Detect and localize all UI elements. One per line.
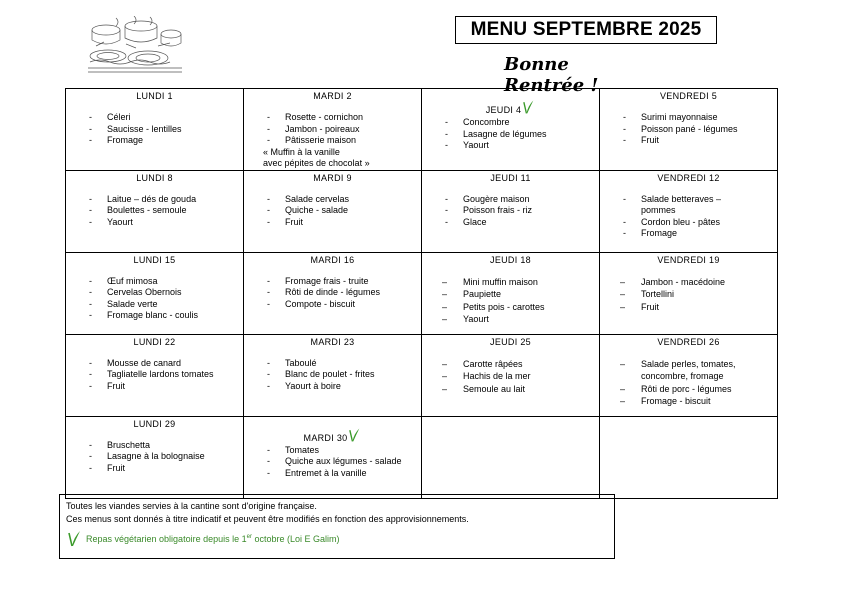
dish-item xyxy=(600,205,777,217)
dish-name: Poisson frais - riz xyxy=(463,205,533,215)
day-label-text: MARDI 9 xyxy=(313,172,352,183)
day-cell xyxy=(244,170,422,252)
dish-name: Tagliatelle lardons tomates xyxy=(107,369,214,379)
dish-item xyxy=(422,194,599,206)
dish-item xyxy=(600,135,777,147)
dish-item xyxy=(244,217,421,229)
dish-name: pommes xyxy=(641,205,676,215)
dish-name: Yaourt xyxy=(107,216,133,227)
note-veg-sup: er xyxy=(246,533,252,540)
dish-name: Mousse de canard xyxy=(107,357,182,368)
day-label-text: MARDI 23 xyxy=(310,336,355,347)
dish-list xyxy=(600,194,777,240)
day-label xyxy=(422,254,599,266)
vegetarian-leaf-icon xyxy=(68,529,82,547)
dish-bullet: - xyxy=(89,135,92,145)
day-cell xyxy=(600,170,778,252)
dish-list xyxy=(66,112,243,147)
dish-item xyxy=(244,456,421,468)
dish-item xyxy=(244,135,421,147)
dish-item xyxy=(66,124,243,136)
dish-item xyxy=(244,445,421,457)
dish-item xyxy=(66,194,243,206)
dish-name: Fromage blanc - coulis xyxy=(107,310,199,320)
dish-name: Mini muffin maison xyxy=(463,276,538,287)
dish-list xyxy=(244,194,421,229)
dish-list xyxy=(422,358,599,396)
dish-item xyxy=(244,124,421,136)
dish-item xyxy=(600,358,777,371)
dish-item xyxy=(66,112,243,124)
dish-name: Carotte râpées xyxy=(463,358,523,369)
dish-item xyxy=(66,299,243,311)
day-cell xyxy=(244,89,422,171)
dish-name: Fromage - biscuit xyxy=(641,396,711,406)
day-label-text: VENDREDI 26 xyxy=(657,336,720,347)
dish-name: Yaourt xyxy=(463,140,489,150)
dish-bullet: - xyxy=(267,369,270,379)
day-label-text: LUNDI 29 xyxy=(133,418,176,429)
dish-name: Quiche - salade xyxy=(285,205,349,215)
dish-item xyxy=(244,147,421,159)
dish-item xyxy=(422,117,599,129)
dish-bullet: – xyxy=(442,301,448,312)
dish-bullet: - xyxy=(89,298,92,309)
dish-item xyxy=(66,369,243,381)
dish-item xyxy=(422,217,599,229)
dish-name: Paupiette xyxy=(463,289,502,299)
day-label xyxy=(422,418,599,430)
day-cell xyxy=(600,89,778,171)
dish-name: Poisson pané - légumes xyxy=(641,123,738,134)
day-cell xyxy=(422,170,600,252)
dish-name: Céleri xyxy=(107,112,131,122)
dish-item xyxy=(422,301,599,314)
dish-list xyxy=(244,445,421,480)
dish-name: Fruit xyxy=(641,301,659,312)
day-label xyxy=(244,172,421,184)
note-vegetarian xyxy=(66,529,608,547)
dish-item xyxy=(66,381,243,393)
dish-list xyxy=(600,358,777,408)
dish-bullet: – xyxy=(442,314,448,324)
dish-bullet: - xyxy=(267,216,270,227)
day-label-text: LUNDI 22 xyxy=(133,336,176,347)
dish-item xyxy=(244,112,421,124)
dish-item xyxy=(244,468,421,480)
day-cell xyxy=(66,252,244,334)
dish-item xyxy=(422,205,599,217)
dish-item xyxy=(244,299,421,311)
dish-bullet: - xyxy=(89,357,92,368)
day-cell xyxy=(66,170,244,252)
dish-bullet: - xyxy=(267,287,270,297)
dish-item xyxy=(66,276,243,288)
note-veg-text: Repas végétarien obligatoire depuis le 1 xyxy=(86,533,247,544)
dish-name: Lasagne à la bolognaise xyxy=(107,451,205,461)
dish-name: Salade cervelas xyxy=(285,193,350,204)
dish-bullet: - xyxy=(267,112,270,122)
dish-item xyxy=(66,135,243,147)
dish-name: Salade betteraves – xyxy=(641,193,722,204)
dish-name: Fruit xyxy=(107,462,125,473)
dish-bullet: – xyxy=(620,301,626,312)
day-label xyxy=(244,90,421,102)
dish-name: Saucisse - lentilles xyxy=(107,123,182,134)
dish-item xyxy=(66,310,243,322)
day-label-text: JEUDI 11 xyxy=(490,172,531,183)
day-cell xyxy=(600,416,778,498)
dish-item xyxy=(422,358,599,371)
dish-bullet: – xyxy=(442,276,448,287)
day-label-text: JEUDI 18 xyxy=(490,254,531,265)
dish-name: Jambon - macédoine xyxy=(641,276,726,287)
dish-name: Blanc de poulet - frites xyxy=(285,369,375,379)
day-label xyxy=(244,426,421,443)
dish-bullet: - xyxy=(445,216,448,227)
dish-name: Cervelas Obernois xyxy=(107,287,182,297)
dish-name: Jambon - poireaux xyxy=(285,123,360,134)
dish-item xyxy=(244,381,421,393)
day-cell xyxy=(422,252,600,334)
dish-bullet: - xyxy=(267,380,270,391)
day-cell xyxy=(600,252,778,334)
day-cell xyxy=(244,416,422,498)
dish-list xyxy=(600,112,777,147)
week-row xyxy=(66,334,778,416)
week-row xyxy=(66,252,778,334)
dish-name: Pâtisserie maison xyxy=(285,135,357,145)
dish-item xyxy=(66,451,243,463)
dish-bullet: - xyxy=(89,275,92,286)
dish-bullet: – xyxy=(620,383,626,394)
dish-bullet: – xyxy=(442,358,448,369)
note-veg-text-end: octobre (Loi E Galim) xyxy=(251,533,340,544)
day-label-text: LUNDI 8 xyxy=(136,172,173,183)
dish-item xyxy=(244,369,421,381)
dish-name: Fromage xyxy=(641,228,678,238)
dish-name: Concombre xyxy=(463,117,510,127)
day-label xyxy=(66,90,243,102)
day-label-text: JEUDI 4 xyxy=(485,105,522,115)
day-label xyxy=(66,336,243,348)
dish-name: Hachis de la mer xyxy=(463,371,531,381)
day-label-text: VENDREDI 12 xyxy=(657,172,720,183)
day-label-text: MARDI 16 xyxy=(310,254,355,265)
dish-bullet: - xyxy=(267,467,270,478)
dish-item xyxy=(422,129,599,141)
note-disclaimer: Ces menus sont donnés à titre indicatif et peuvent être modifiés en fonction des approvisionnements. xyxy=(66,513,469,524)
day-label xyxy=(600,254,777,266)
day-label xyxy=(66,418,243,430)
dish-bullet: - xyxy=(623,193,626,204)
dish-bullet: - xyxy=(267,205,270,215)
dish-bullet: - xyxy=(267,193,270,204)
dish-name: Lasagne de légumes xyxy=(463,128,547,139)
dish-bullet: – xyxy=(620,289,626,299)
dish-bullet: - xyxy=(89,216,92,227)
menu-grid xyxy=(65,88,778,499)
dish-name: Tomates xyxy=(285,444,320,455)
dish-item xyxy=(244,205,421,217)
dish-item xyxy=(66,440,243,452)
dish-bullet: - xyxy=(623,112,626,122)
vegetarian-leaf-icon xyxy=(349,426,361,443)
day-label-text: VENDREDI 19 xyxy=(657,254,720,265)
week-row xyxy=(66,170,778,252)
dish-item xyxy=(244,287,421,299)
dish-item xyxy=(600,228,777,240)
day-cell xyxy=(244,252,422,334)
dish-item xyxy=(66,217,243,229)
dish-name: Tortellini xyxy=(641,289,675,299)
dish-bullet: - xyxy=(623,123,626,134)
dish-name: Fromage frais - truite xyxy=(285,275,369,286)
dish-item xyxy=(422,370,599,383)
day-label-text: LUNDI 1 xyxy=(136,91,173,101)
day-label-text: MARDI 30 xyxy=(303,432,348,443)
dish-item xyxy=(422,140,599,152)
week-row xyxy=(66,89,778,171)
day-cell xyxy=(600,334,778,416)
day-label-text: JEUDI 25 xyxy=(490,336,531,347)
day-cell xyxy=(244,334,422,416)
day-cell xyxy=(422,334,600,416)
dish-bullet: – xyxy=(442,371,448,381)
dish-name: Cordon bleu - pâtes xyxy=(641,216,721,227)
dish-item xyxy=(66,463,243,475)
dish-bullet: - xyxy=(89,310,92,320)
dish-item xyxy=(600,112,777,124)
dish-item xyxy=(66,358,243,370)
day-label xyxy=(422,98,599,115)
menu-title xyxy=(455,16,717,44)
dish-bullet: - xyxy=(445,205,448,215)
dish-list xyxy=(422,276,599,326)
dish-bullet: – xyxy=(442,383,448,394)
dish-name: Œuf mimosa xyxy=(107,275,158,286)
dish-bullet: - xyxy=(267,275,270,286)
dish-name: concombre, fromage xyxy=(641,371,724,381)
day-cell xyxy=(66,89,244,171)
dish-item xyxy=(422,383,599,396)
dish-item xyxy=(600,301,777,314)
day-label-text: LUNDI 15 xyxy=(133,254,176,265)
dish-list xyxy=(422,117,599,152)
day-label xyxy=(600,418,777,430)
dish-bullet: – xyxy=(620,358,626,369)
dish-name: Salade verte xyxy=(107,298,158,309)
dish-bullet: – xyxy=(442,289,448,299)
dish-item xyxy=(600,370,777,383)
vegetarian-leaf-icon xyxy=(523,98,535,115)
dish-list xyxy=(600,276,777,314)
dish-name: Rôti de dinde - légumes xyxy=(285,287,381,297)
dish-bullet: – xyxy=(620,396,626,406)
dish-name: Fruit xyxy=(285,216,303,227)
dish-name: Taboulé xyxy=(285,357,317,368)
day-label xyxy=(422,336,599,348)
canteen-sketch-logo xyxy=(86,16,184,76)
dish-name: Glace xyxy=(463,216,487,227)
dish-item xyxy=(244,194,421,206)
dish-name: Yaourt xyxy=(463,314,489,324)
dish-name: Rôti de porc - légumes xyxy=(641,383,732,394)
dish-item xyxy=(66,287,243,299)
dish-name: Semoule au lait xyxy=(463,383,526,394)
week-row xyxy=(66,416,778,498)
dish-name: Salade perles, tomates, xyxy=(641,358,736,369)
dish-bullet: - xyxy=(267,135,270,145)
dish-bullet: - xyxy=(623,135,626,145)
dish-bullet: - xyxy=(267,357,270,368)
dish-name: Surimi mayonnaise xyxy=(641,112,718,122)
dish-name: Yaourt à boire xyxy=(285,380,341,391)
dish-bullet: - xyxy=(89,287,92,297)
dish-item xyxy=(244,276,421,288)
dish-bullet: – xyxy=(620,276,626,287)
dish-name: Quiche aux légumes - salade xyxy=(285,456,402,466)
dish-item xyxy=(244,358,421,370)
day-label xyxy=(600,90,777,102)
dish-name: Fruit xyxy=(107,380,125,391)
dish-bullet: - xyxy=(623,216,626,227)
dish-name: Gougère maison xyxy=(463,193,530,204)
dish-list xyxy=(66,440,243,475)
dish-bullet: - xyxy=(267,298,270,309)
day-label-text: VENDREDI 5 xyxy=(659,91,717,101)
dish-list xyxy=(244,276,421,311)
day-label xyxy=(600,336,777,348)
dish-name: Petits pois - carottes xyxy=(463,301,545,312)
dish-name: Fruit xyxy=(641,135,659,145)
dish-bullet: - xyxy=(89,380,92,391)
dish-list xyxy=(66,194,243,229)
dish-bullet: - xyxy=(267,444,270,455)
dish-item xyxy=(244,158,421,170)
menu-subtitle: Bonne Rentrée ! xyxy=(504,54,599,96)
day-label xyxy=(66,172,243,184)
dish-list xyxy=(66,358,243,393)
dish-list xyxy=(244,358,421,393)
dish-name: Rosette - cornichon xyxy=(285,112,364,122)
day-label xyxy=(244,254,421,266)
dish-item xyxy=(600,194,777,206)
notes-box xyxy=(59,494,615,559)
dish-list xyxy=(244,112,421,170)
dish-list xyxy=(422,194,599,229)
day-cell xyxy=(66,334,244,416)
dish-bullet: - xyxy=(445,128,448,139)
note-origin: Toutes les viandes servies à la cantine sont d'origine française. xyxy=(66,501,317,511)
day-label xyxy=(600,172,777,184)
day-label xyxy=(422,172,599,184)
dish-bullet: - xyxy=(89,123,92,134)
dish-bullet: - xyxy=(89,439,92,450)
dish-item xyxy=(600,395,777,408)
day-cell xyxy=(422,416,600,498)
menu-title-text: MENU SEPTEMBRE 2025 xyxy=(470,19,702,40)
dish-name: Bruschetta xyxy=(107,439,151,450)
day-cell xyxy=(66,416,244,498)
dish-bullet: - xyxy=(89,451,92,461)
dish-item xyxy=(422,313,599,326)
dish-item xyxy=(600,124,777,136)
dish-item xyxy=(600,276,777,289)
dish-item xyxy=(600,288,777,301)
day-cell xyxy=(422,89,600,171)
dish-bullet: - xyxy=(267,456,270,466)
dish-bullet: - xyxy=(267,123,270,134)
day-label xyxy=(244,336,421,348)
dish-name: Boulettes - semoule xyxy=(107,205,187,215)
dish-bullet: - xyxy=(445,140,448,150)
dish-list xyxy=(66,276,243,322)
dish-item xyxy=(600,217,777,229)
dish-item xyxy=(66,205,243,217)
day-label-text: MARDI 2 xyxy=(313,91,352,101)
dish-item xyxy=(422,276,599,289)
dish-bullet: - xyxy=(445,117,448,127)
dish-name: « Muffin à la vanille xyxy=(263,146,340,157)
dish-name: Laitue – dés de gouda xyxy=(107,193,197,204)
dish-bullet: - xyxy=(89,112,92,122)
dish-name: Fromage xyxy=(107,135,144,145)
day-label xyxy=(66,254,243,266)
dish-name: Entremet à la vanille xyxy=(285,467,367,478)
dish-bullet: - xyxy=(445,193,448,204)
dish-item xyxy=(600,383,777,396)
dish-bullet: - xyxy=(89,205,92,215)
dish-bullet: - xyxy=(623,228,626,238)
dish-item xyxy=(422,288,599,301)
dish-bullet: - xyxy=(89,462,92,473)
dish-bullet: - xyxy=(89,369,92,379)
dish-name: avec pépites de chocolat » xyxy=(263,158,370,168)
dish-bullet: - xyxy=(89,193,92,204)
dish-name: Compote - biscuit xyxy=(285,298,356,309)
